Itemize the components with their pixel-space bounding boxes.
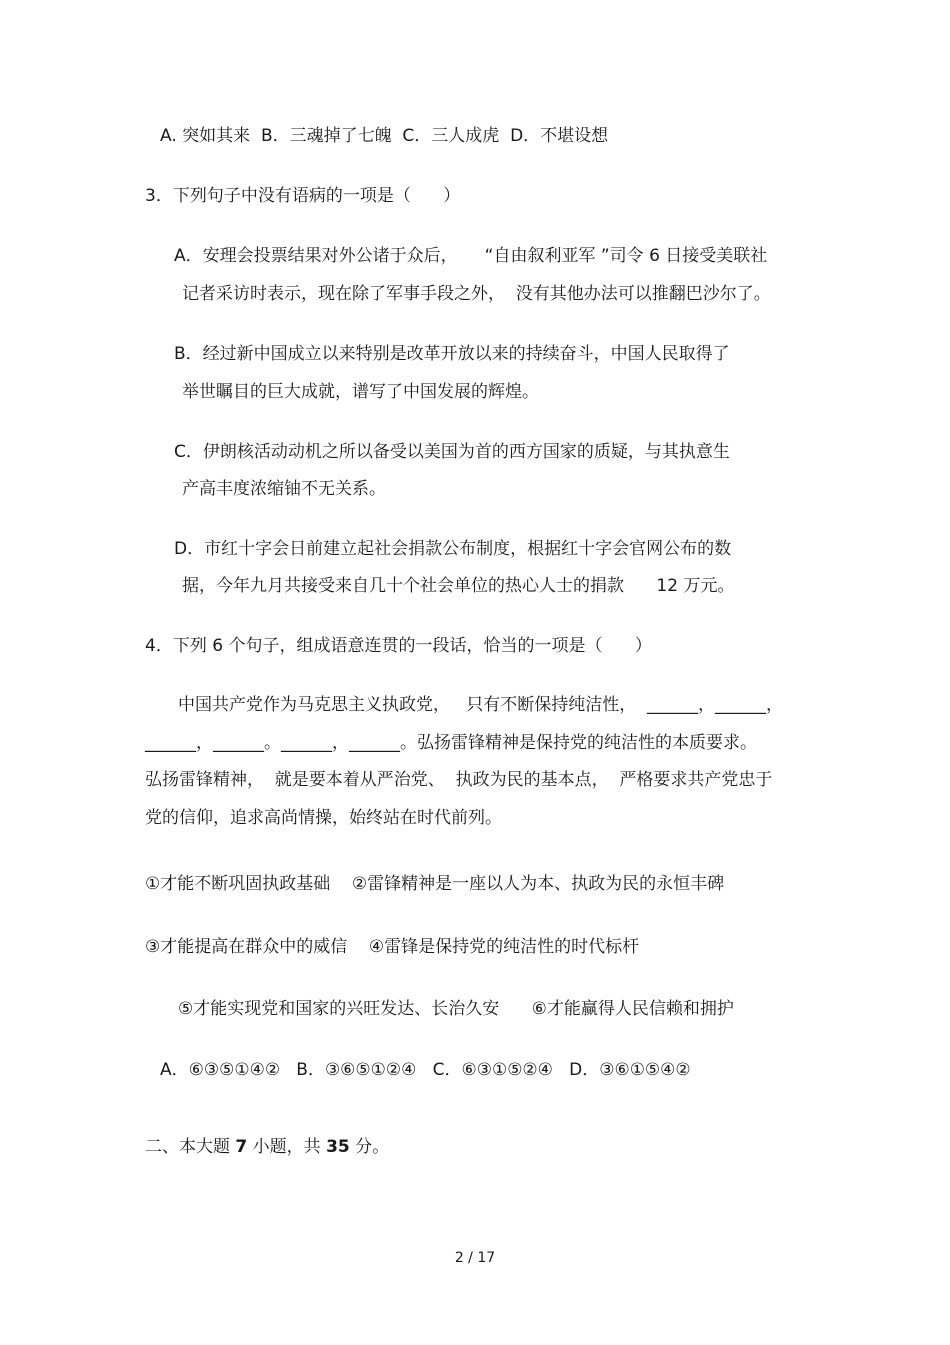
question-4-items-row3: ⑤才能实现党和国家的兴旺发达、长治久安 ⑥才能赢得人民信赖和拥护 <box>178 999 734 1019</box>
section-2-count: 7 <box>235 1137 248 1157</box>
question-3-option-c-line1: C．伊朗核活动动机之所以备受以美国为首的西方国家的质疑，与其执意生 <box>174 442 730 462</box>
question-3-option-c-line2: 产高丰度浓缩铀不无关系。 <box>182 479 386 499</box>
section-2-middle: 小题，共 <box>247 1137 327 1157</box>
question-4-paragraph-line4: 党的信仰，追求高尚情操，始终站在时代前列。 <box>145 808 502 828</box>
question-4-paragraph-line2: ______，______。______，______。弘扬雷锋精神是保持党的纯洁性的本质要求。 <box>145 733 757 753</box>
question-4-paragraph-line1: 中国共产党作为马克思主义执政党， 只有不断保持纯洁性， ______，______， <box>178 695 784 715</box>
question-4-items-row2: ③才能提高在群众中的威信 ④雷锋是保持党的纯洁性的时代标杆 <box>145 937 640 957</box>
question-3-option-a-line1: A．安理会投票结果对外公诸于众后， “自由叙利亚军 ”司令 6 日接受美联社 <box>174 246 768 266</box>
question-3-option-d-line2: 据，今年九月共接受来自几十个社会单位的热心人士的捐款 12 万元。 <box>182 576 735 596</box>
question-4-stem: 4．下列 6 个句子，组成语意连贯的一段话，恰当的一项是（ ） <box>145 636 652 656</box>
section-2-prefix: 二、本大题 <box>145 1137 236 1157</box>
question-4-items-row1: ①才能不断巩固执政基础 ②雷锋精神是一座以人为本、执政为民的永恒丰碑 <box>145 874 725 894</box>
question-3-stem: 3．下列句子中没有语病的一项是（ ） <box>145 186 461 206</box>
question-4-options: A．⑥③⑤①④② B．③⑥⑤①②④ C．⑥③①⑤②④ D．③⑥①⑤④② <box>160 1060 691 1080</box>
section-2-score: 35 <box>326 1137 350 1157</box>
question-2-options: A. 突如其来 B．三魂掉了七魄 C．三人成虎 D．不堪设想 <box>160 126 609 146</box>
section-2-heading <box>145 1135 389 1159</box>
question-3-option-b-line1: B．经过新中国成立以来特别是改革开放以来的持续奋斗，中国人民取得了 <box>174 344 730 364</box>
section-2-suffix: 分。 <box>349 1137 390 1157</box>
question-3-option-b-line2: 举世瞩目的巨大成就，谱写了中国发展的辉煌。 <box>182 382 539 402</box>
page-number: 2 / 17 <box>454 1250 496 1266</box>
question-3-option-a-line2: 记者采访时表示，现在除了军事手段之外， 没有其他办法可以推翻巴沙尔了。 <box>182 284 771 304</box>
question-4-paragraph-line3: 弘扬雷锋精神， 就是要本着从严治党、 执政为民的基本点， 严格要求共产党忠于 <box>145 770 773 790</box>
question-3-option-d-line1: D．市红十字会日前建立起社会捐款公布制度，根据红十字会官网公布的数 <box>174 539 732 559</box>
